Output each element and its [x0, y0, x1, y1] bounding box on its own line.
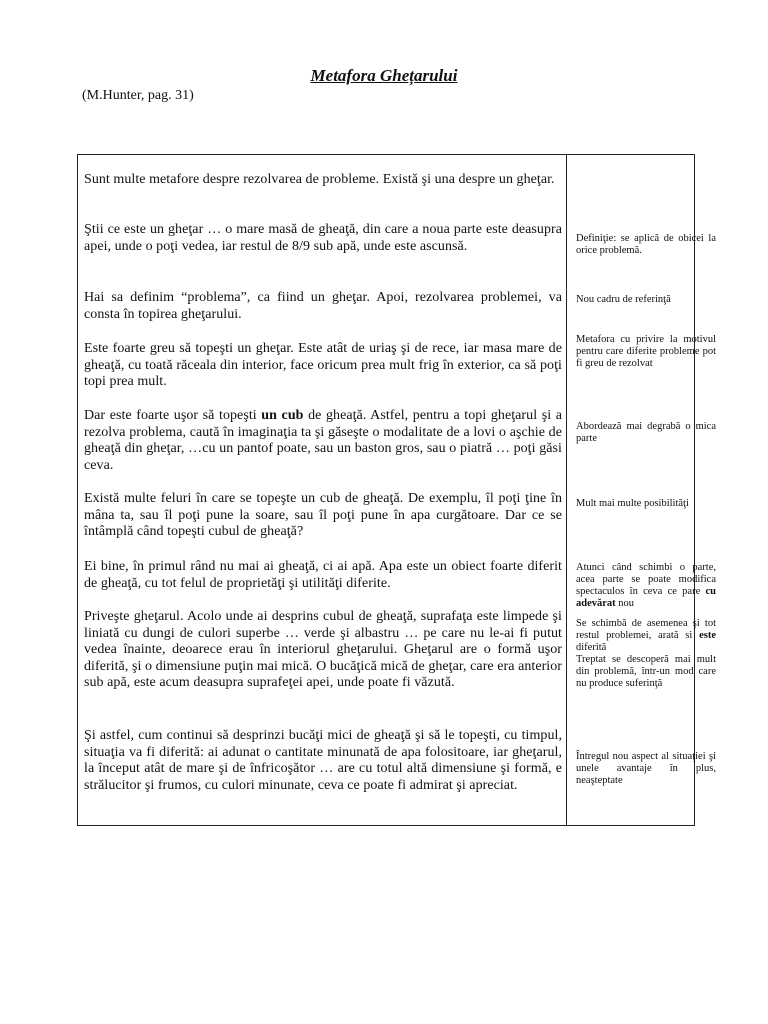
- note-change-part: [576, 562, 716, 610]
- source-citation: (M.Hunter, pag. 31): [82, 88, 194, 103]
- paragraph-8: Priveşte gheţarul. Acolo unde ai desprins cubul de gheaţă, suprafaţa este limpede şi liniată cu dungi de culori superbe … verde şi albastru … pe care nu le-ai fi putut vedea înainte, deoarece erau în interiorul gheţarului. Gheţarul are o formă uşor diferită, şi o dimensiune puţin mai mică. O bucăţică mică de gheţar, care era anterior sub apă, este acum deasupra suprafeţei apei, unde poate fi văzută.: [84, 609, 562, 690]
- document-title: Metafora Ghețarului: [310, 66, 458, 85]
- note-gradual: Treptat se descoperă mai mult din problemă, într-un mod care nu produce suferinţă: [576, 654, 716, 689]
- note-definition: Definiţie: se aplică de obicei la orice problemă.: [576, 233, 716, 256]
- paragraph-3: Hai sa definim “problema”, ca fiind un gheţar. Apoi, rezolvarea problemei, va consta în topirea gheţarului.: [84, 290, 562, 322]
- paragraph-7: Ei bine, în primul rând nu mai ai gheaţă, ci ai apă. Apa este un obiect foarte diferit de gheaţă, cu tot felul de proprietăţi şi utilităţi diferite.: [84, 559, 562, 591]
- paragraph-5: [84, 408, 562, 474]
- note-changes-group: [576, 562, 716, 690]
- note-change-rest-bold: este: [699, 630, 716, 641]
- note-change-part-end: nou: [615, 598, 635, 609]
- note-possibilities: Mult mai multe posibilităţi: [576, 498, 689, 509]
- note-metaphor: Metafora cu privire la motivul pentru care diferite probleme pot fi greu de rezolvat: [576, 334, 716, 369]
- paragraph-1: Sunt multe metafore despre rezolvarea de probleme. Există şi una despre un gheţar.: [84, 172, 555, 187]
- paragraph-9: Şi astfel, cum continui să desprinzi bucăţi mici de gheaţă şi să le topeşti, cu timpul, situaţia va fi diferită: ai adunat o cantitate minunată de apa folositoare, iar gheţarul, la început atât de mare şi de înfricoşător … are cu totul altă dimensiune şi formă, e strălucitor şi frumos, cu culori minunate, ceva ce poate fi admirat şi apreciat.: [84, 728, 562, 793]
- column-divider: [566, 154, 567, 826]
- paragraph-5-bold: un cub: [261, 408, 304, 423]
- paragraph-6: Există multe feluri în care se topeşte un cub de gheaţă. De exemplu, îl poţi ţine în mâna ta, sau îl poţi pune la soare, sau îl poţi pune în apa curgătoare. Dar ce se întâmplă când topeşti cubul de gheaţă?: [84, 491, 562, 539]
- note-change-rest-start: Se schimbă de asemenea şi tot restul problemei, arată si: [576, 618, 716, 641]
- paragraph-2: Ştii ce este un gheţar … o mare masă de gheaţă, din care a noua parte este deasupra apei, unde o poţi vedea, iar restul de 8/9 sub apă, unde este ascunsă.: [84, 222, 562, 254]
- note-change-part-bold: cu adevărat: [576, 586, 716, 609]
- paragraph-5-start: Dar este foarte uşor să topeşti: [84, 408, 262, 423]
- paragraph-4: Este foarte greu să topeşti un gheţar. Este atât de uriaş şi de rece, iar masa mare de gheaţă, cu toată răceala din interior, face oricum prea mult frig în exterior, ca să poţi topi prea mult.: [84, 341, 562, 389]
- note-reference-frame: Nou cadru de referinţă: [576, 294, 671, 305]
- paragraph-5-end: de gheaţă. Astfel, pentru a topi gheţarul şi a rezolva problema, caută în imaginaţia ta şi găseşte o modalitate de a lovi o aşchie de gheaţă din gheţar, …cu un pantof poate, sau un baston gros, sau o piatră … poţi găsi ceva.: [84, 408, 562, 473]
- note-change-rest: [576, 618, 716, 654]
- note-new-aspect: Întregul nou aspect al situaţiei şi unele avantaje în plus, neaşteptate: [576, 751, 716, 786]
- note-change-rest-end: diferită: [576, 642, 607, 653]
- note-change-part-start: Atunci când schimbi o parte, acea parte se poate modifica spectaculos în ceva ce pare: [576, 562, 716, 597]
- note-small-part: Abordează mai degrabă o mica parte: [576, 421, 716, 444]
